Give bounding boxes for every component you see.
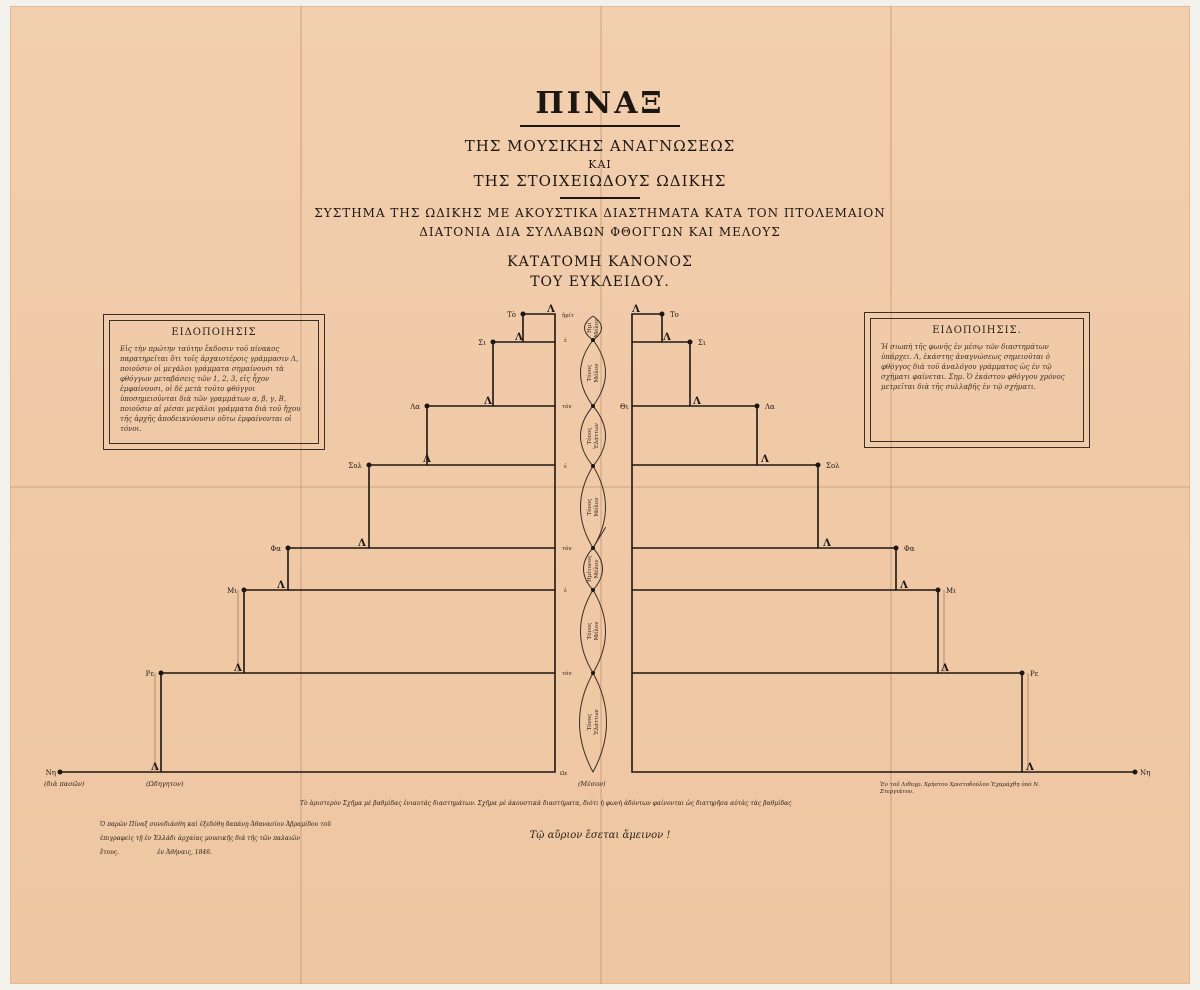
interval-lens bbox=[580, 673, 607, 772]
center-node bbox=[591, 464, 595, 468]
step-dot bbox=[425, 404, 430, 409]
step-dot bbox=[1020, 671, 1025, 676]
center-tick: ἐ bbox=[564, 464, 567, 470]
right-step-label: Λα bbox=[765, 403, 775, 411]
step-marker: Λ bbox=[484, 396, 492, 407]
step-dot bbox=[286, 546, 291, 551]
right-staircase bbox=[632, 314, 1135, 772]
step-marker: Λ bbox=[358, 538, 366, 549]
step-dot bbox=[159, 671, 164, 676]
page-title: ΠΙΝΑΞ bbox=[535, 86, 665, 121]
center-node bbox=[591, 338, 595, 342]
interval-label: Ἐλάττων bbox=[594, 709, 600, 735]
left-step-label: Ρε bbox=[145, 670, 154, 678]
center-node bbox=[591, 546, 595, 550]
katatomi-line-1: ΚΑΤΑΤΟΜΗ ΚΑΝΟΝΟΣ bbox=[507, 254, 693, 270]
step-dot bbox=[936, 588, 941, 593]
right-step-label: Σι bbox=[698, 339, 706, 347]
interval-label: Μόλον bbox=[594, 318, 600, 338]
system-line-1: ΣΥΣΤΗΜΑ ΤΗΣ ΩΔΙΚΗΣ ΜΕ ΑΚΟΥΣΤΙΚΑ ΔΙΑΣΤΗΜΑΤΑ ΚΑΤΑ ΤΟΝ ΠΤΟΛΕΜΑΙΟΝ bbox=[314, 206, 886, 220]
step-dot bbox=[816, 463, 821, 468]
right-steps-outline bbox=[632, 314, 1135, 772]
center-tick: τόν bbox=[562, 404, 572, 410]
legend-line: Τὸ ἀριστερὸν Σχῆμα μὲ βαθμίδας ἐνιαυτάς διαστημάτων. Σχῆμα μὲ ἀκουστικὰ διαστήματα, διότι ἡ φωνὴ ἀδόντων φαίνονται ὡς διατηρῆσα αὐτὰς τὰς βαθμίδας bbox=[300, 800, 792, 807]
interval-label: Τόνος bbox=[587, 713, 593, 731]
left-step-label: Σι bbox=[478, 339, 486, 347]
step-marker: Λ bbox=[823, 538, 831, 549]
left-step-label: Σολ bbox=[348, 462, 362, 470]
step-dot bbox=[1133, 770, 1138, 775]
left-note-1: Ὁ παρὼν Πίναξ συνεδιάσθη καὶ ἐξεδόθη δαπάνῃ Ἀθανασίου Ἀβραμίδου τοῦ bbox=[100, 821, 331, 828]
center-tick: τόν bbox=[562, 671, 572, 677]
interval-lens bbox=[581, 466, 606, 548]
step-dot bbox=[755, 404, 760, 409]
left-step-label: Νη bbox=[45, 769, 56, 777]
center-tick: ἐ bbox=[564, 588, 567, 594]
step-marker: Λ bbox=[761, 454, 769, 465]
step-marker: Λ bbox=[515, 332, 523, 343]
interval-label: Μόλον bbox=[594, 363, 600, 383]
center-tick: ἡμίτ bbox=[562, 313, 575, 319]
step-marker: Λ bbox=[423, 454, 431, 465]
left-note-2: ἐπιγραφεὶς τῇ ἐν Ἑλλάδι ἀρχαίας μουσικῆς διὰ τῆς τῶν παλαιῶν bbox=[100, 835, 300, 842]
step-marker: Λ bbox=[234, 663, 242, 674]
subtitle-conjunction: ΚΑΙ bbox=[588, 158, 612, 171]
base-label-left: (διὰ πασῶν) bbox=[44, 780, 85, 788]
step-marker: Λ bbox=[277, 580, 285, 591]
step-marker: Λ bbox=[663, 332, 671, 343]
interval-label: Μόλον bbox=[594, 621, 600, 641]
left-step-label: Λα bbox=[410, 403, 420, 411]
step-dot bbox=[367, 463, 372, 468]
step-marker: Λ bbox=[151, 762, 159, 773]
step-dot bbox=[58, 770, 63, 775]
notice-left-heading: ΕΙΔΟΠΟΙΗΣΙΣ bbox=[171, 327, 257, 338]
step-dot bbox=[894, 546, 899, 551]
center-node bbox=[591, 671, 595, 675]
left-steps-outline bbox=[60, 314, 555, 772]
left-step-labels bbox=[46, 311, 516, 777]
step-marker: Λ bbox=[1026, 762, 1034, 773]
left-step-label: Τὸ bbox=[507, 311, 516, 319]
interval-label: Τόνος bbox=[587, 498, 593, 516]
step-marker: Λ bbox=[900, 580, 908, 591]
left-step-label: Φα bbox=[270, 545, 281, 553]
center-tick: ἐ bbox=[564, 338, 567, 344]
center-tick: Ωε bbox=[560, 771, 568, 777]
interval-lens bbox=[581, 590, 606, 673]
center-tick: τόν bbox=[562, 546, 572, 552]
right-step-label: Ρε bbox=[1030, 670, 1039, 678]
interval-label: Ἡμίτονος bbox=[587, 555, 593, 583]
left-staircase bbox=[60, 314, 555, 772]
center-ticks bbox=[560, 312, 574, 777]
right-step-label: Σολ bbox=[826, 462, 840, 470]
right-step-label: Το bbox=[670, 311, 679, 319]
notice-right-heading: ΕΙΔΟΠΟΙΗΣΙΣ. bbox=[932, 325, 1022, 336]
left-note-3: ἔτους. ἐν Ἀθήναις, 1846. bbox=[100, 849, 212, 856]
step-dot bbox=[660, 312, 665, 317]
interval-label: Ἐλάττων bbox=[594, 423, 600, 449]
right-step-label: Νη bbox=[1140, 769, 1151, 777]
credit-right: Ἐν τοῦ Λιθογρ. Χρήστου Χριστοδούλου Ἐχαράχθη ὑπὸ Ν. Στεργιάτου. bbox=[880, 782, 1040, 795]
notice-left-text: Εἰς τὴν πρώτην ταύτην ἔκδοσιν τοῦ πίνακος παρατηρεῖται ὅτι τοῖς ἀρχαιοτέροις γράμμασιν Λ, ποιοῦσιν οἱ μεγάλοι γράμματα σημαίνουσι τὰ φθόγγων μεταβάσεις τῶν 1, 2, 3, εἰς ἦχον ἐμφαίνουσι, οἱ δὲ μετὰ τοῦτο φθόγγοι ὑποσημειοῦνται διὰ τῶν γραμμάτων α, β, γ, Β, ποιοῦσιν αἱ μέσαι μεγάλοι γράμματα διὰ τοῦ ἤχου τῆς ἀρχῆς ἀποδεικνύουσιν οὕτω ἐμφαίνονται οἱ τόνοι. bbox=[120, 345, 301, 433]
right-step-label: Μι bbox=[946, 587, 956, 595]
notice-right-text: Ἡ σιωπὴ τῆς φωνῆς ἐν μέσῳ τῶν διαστημάτων ὑπάρχει. Λ, ἐκάστης ἀναγνώσεως σημειοῦται ὁ φθόγγος διὰ τοῦ ἀναλόγου γράμματος ὡς ἐν τῷ σχήματι φαίνεται. Σημ. Ὁ ἐκάστου φθόγγου χρόνος μετρεῖται διὰ τῆς συλλαβῆς ἐν τῷ σχήματι. bbox=[881, 343, 1065, 391]
step-dot bbox=[521, 312, 526, 317]
step-marker: Λ bbox=[941, 663, 949, 674]
interval-label: Μόλον bbox=[594, 497, 600, 517]
right-step-label: Φα bbox=[904, 545, 915, 553]
motto: Τῷ αὔριον ἔσεται ἄμεινον ! bbox=[529, 830, 671, 841]
interval-lens bbox=[581, 406, 606, 466]
interval-label: Τόνος bbox=[587, 427, 593, 445]
guide-lines bbox=[155, 590, 1028, 772]
center-node bbox=[591, 404, 595, 408]
base-label-middle: (Ωδηγητον) bbox=[146, 780, 184, 788]
interval-label: Τόνος bbox=[587, 622, 593, 640]
right-step-label: Θι bbox=[620, 403, 629, 411]
base-labels bbox=[44, 780, 606, 788]
interval-label: Ἡμί bbox=[587, 322, 593, 334]
right-step-labels bbox=[620, 311, 1150, 777]
left-step-label: Μι bbox=[227, 587, 237, 595]
base-label-center: (Μέσον) bbox=[578, 780, 606, 788]
subtitle-1: ΤΗΣ ΜΟΥΣΙΚΗΣ ΑΝΑΓΝΩΣΕΩΣ bbox=[464, 137, 736, 155]
step-marker: Λ bbox=[547, 304, 555, 315]
katatomi-line-2: ΤΟΥ ΕΥΚΛΕΙΔΟΥ. bbox=[530, 274, 670, 290]
step-marker: Λ bbox=[632, 304, 640, 315]
subtitle-2: ΤΗΣ ΣΤΟΙΧΕΙΩΔΟΥΣ ΩΔΙΚΗΣ bbox=[473, 172, 727, 190]
interval-label: Τόνος bbox=[587, 364, 593, 382]
center-intervals bbox=[580, 316, 607, 772]
center-node bbox=[591, 588, 595, 592]
step-dot bbox=[242, 588, 247, 593]
step-dot bbox=[688, 340, 693, 345]
step-dot bbox=[491, 340, 496, 345]
system-line-2: ΔΙΑΤΟΝΙΑ ΔΙΑ ΣΥΛΛΑΒΩΝ ΦΘΟΓΓΩΝ ΚΑΙ ΜΕΛΟΥΣ bbox=[419, 225, 781, 239]
step-marker: Λ bbox=[693, 396, 701, 407]
interval-label: Μόλον bbox=[594, 559, 600, 579]
interval-lens bbox=[581, 340, 606, 406]
